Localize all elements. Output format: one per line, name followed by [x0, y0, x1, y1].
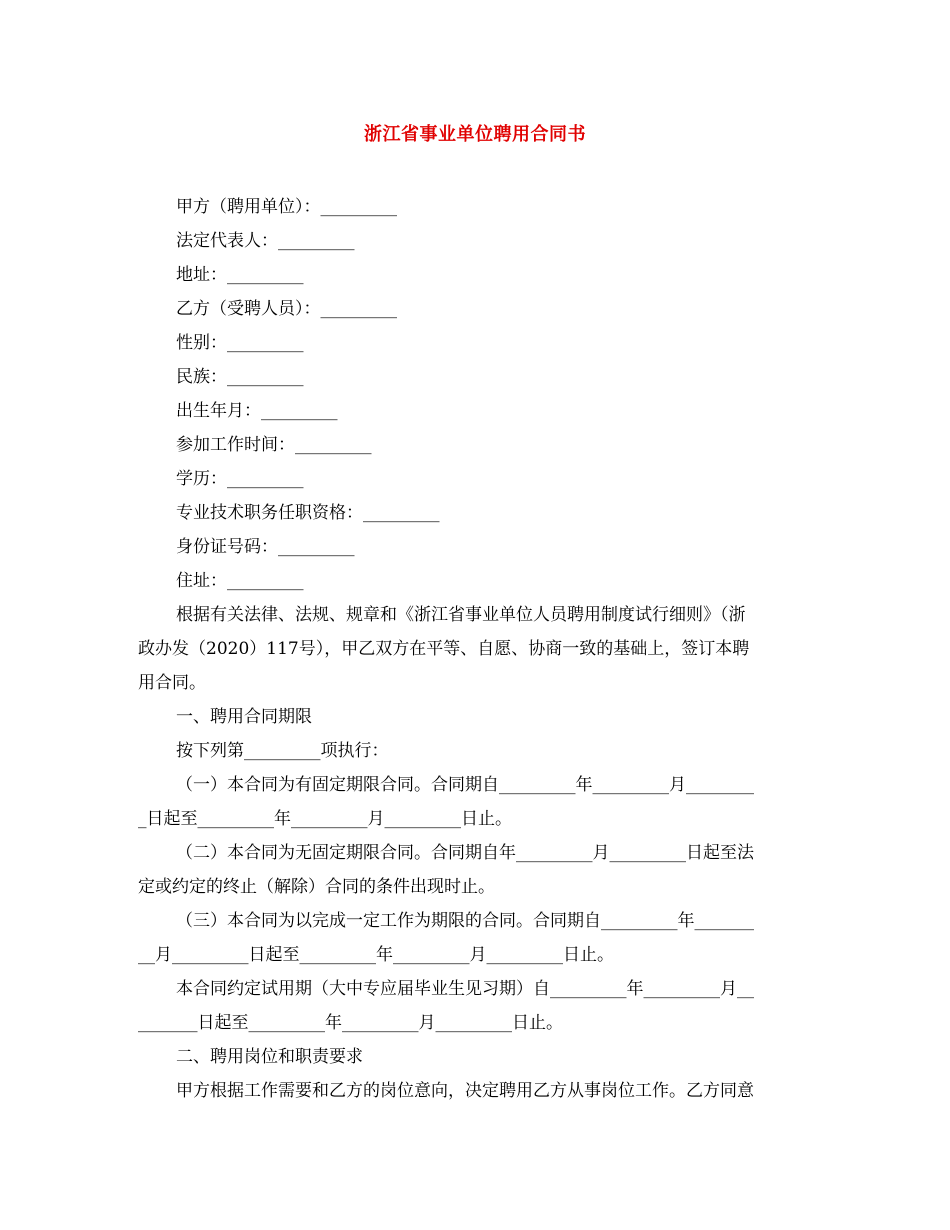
clause-3-line-2: __月_________日起至_________年_________月_________日止。: [138, 945, 614, 965]
field-party-a: 甲方（聘用单位）：_________: [176, 197, 397, 217]
field-legal-representative: 法定代表人：_________: [176, 231, 355, 251]
probation-line-2: _______日起至_________年_________月_________日止。: [138, 1013, 563, 1033]
document-title: 浙江省事业单位聘用合同书: [364, 124, 586, 145]
field-ethnicity: 民族：_________: [176, 367, 304, 387]
section-2-heading: 二、聘用岗位和职责要求: [176, 1047, 363, 1067]
section-2-text: 甲方根据工作需要和乙方的岗位意向，决定聘用乙方从事岗位工作。乙方同意: [176, 1081, 754, 1101]
clause-3-line-1: （三）本合同为以完成一定工作为期限的合同。合同期自_________年_______: [176, 911, 754, 931]
field-id-number: 身份证号码：_________: [176, 537, 355, 557]
clause-2-line-1: （二）本合同为无固定期限合同。合同期自年_________月_________日起至法: [176, 843, 754, 863]
field-residence: 住址：_________: [176, 571, 304, 591]
clause-2-line-2: 定或约定的终止（解除）合同的条件出现时止。: [138, 877, 495, 897]
clause-1-line-1: （一）本合同为有固定期限合同。合同期自_________年_________月________: [176, 775, 754, 795]
section-1-heading: 一、聘用合同期限: [176, 707, 312, 727]
probation-line-1: 本合同约定试用期（大中专应届毕业生见习期）自_________年_________月__: [176, 979, 754, 999]
field-gender: 性别：_________: [176, 333, 304, 353]
document-body: [138, 190, 813, 1108]
field-party-b: 乙方（受聘人员）：_________: [176, 299, 397, 319]
preamble-line-2: 政办发（2020）117号），甲乙双方在平等、自愿、协商一致的基础上，签订本聘: [138, 639, 750, 659]
field-birth-date: 出生年月：_________: [176, 401, 338, 421]
field-education: 学历：_________: [176, 469, 304, 489]
field-address: 地址：_________: [176, 265, 304, 285]
section-1-intro: 按下列第_________项执行：: [176, 741, 389, 761]
field-professional-qualification: 专业技术职务任职资格：_________: [176, 503, 440, 523]
clause-1-line-2: _日起至_________年_________月_________日止。: [138, 809, 512, 829]
preamble-line-3: 用合同。: [138, 673, 206, 693]
field-work-start-date: 参加工作时间：_________: [176, 435, 372, 455]
preamble-line-1: 根据有关法律、法规、规章和《浙江省事业单位人员聘用制度试行细则》（浙: [176, 605, 746, 625]
